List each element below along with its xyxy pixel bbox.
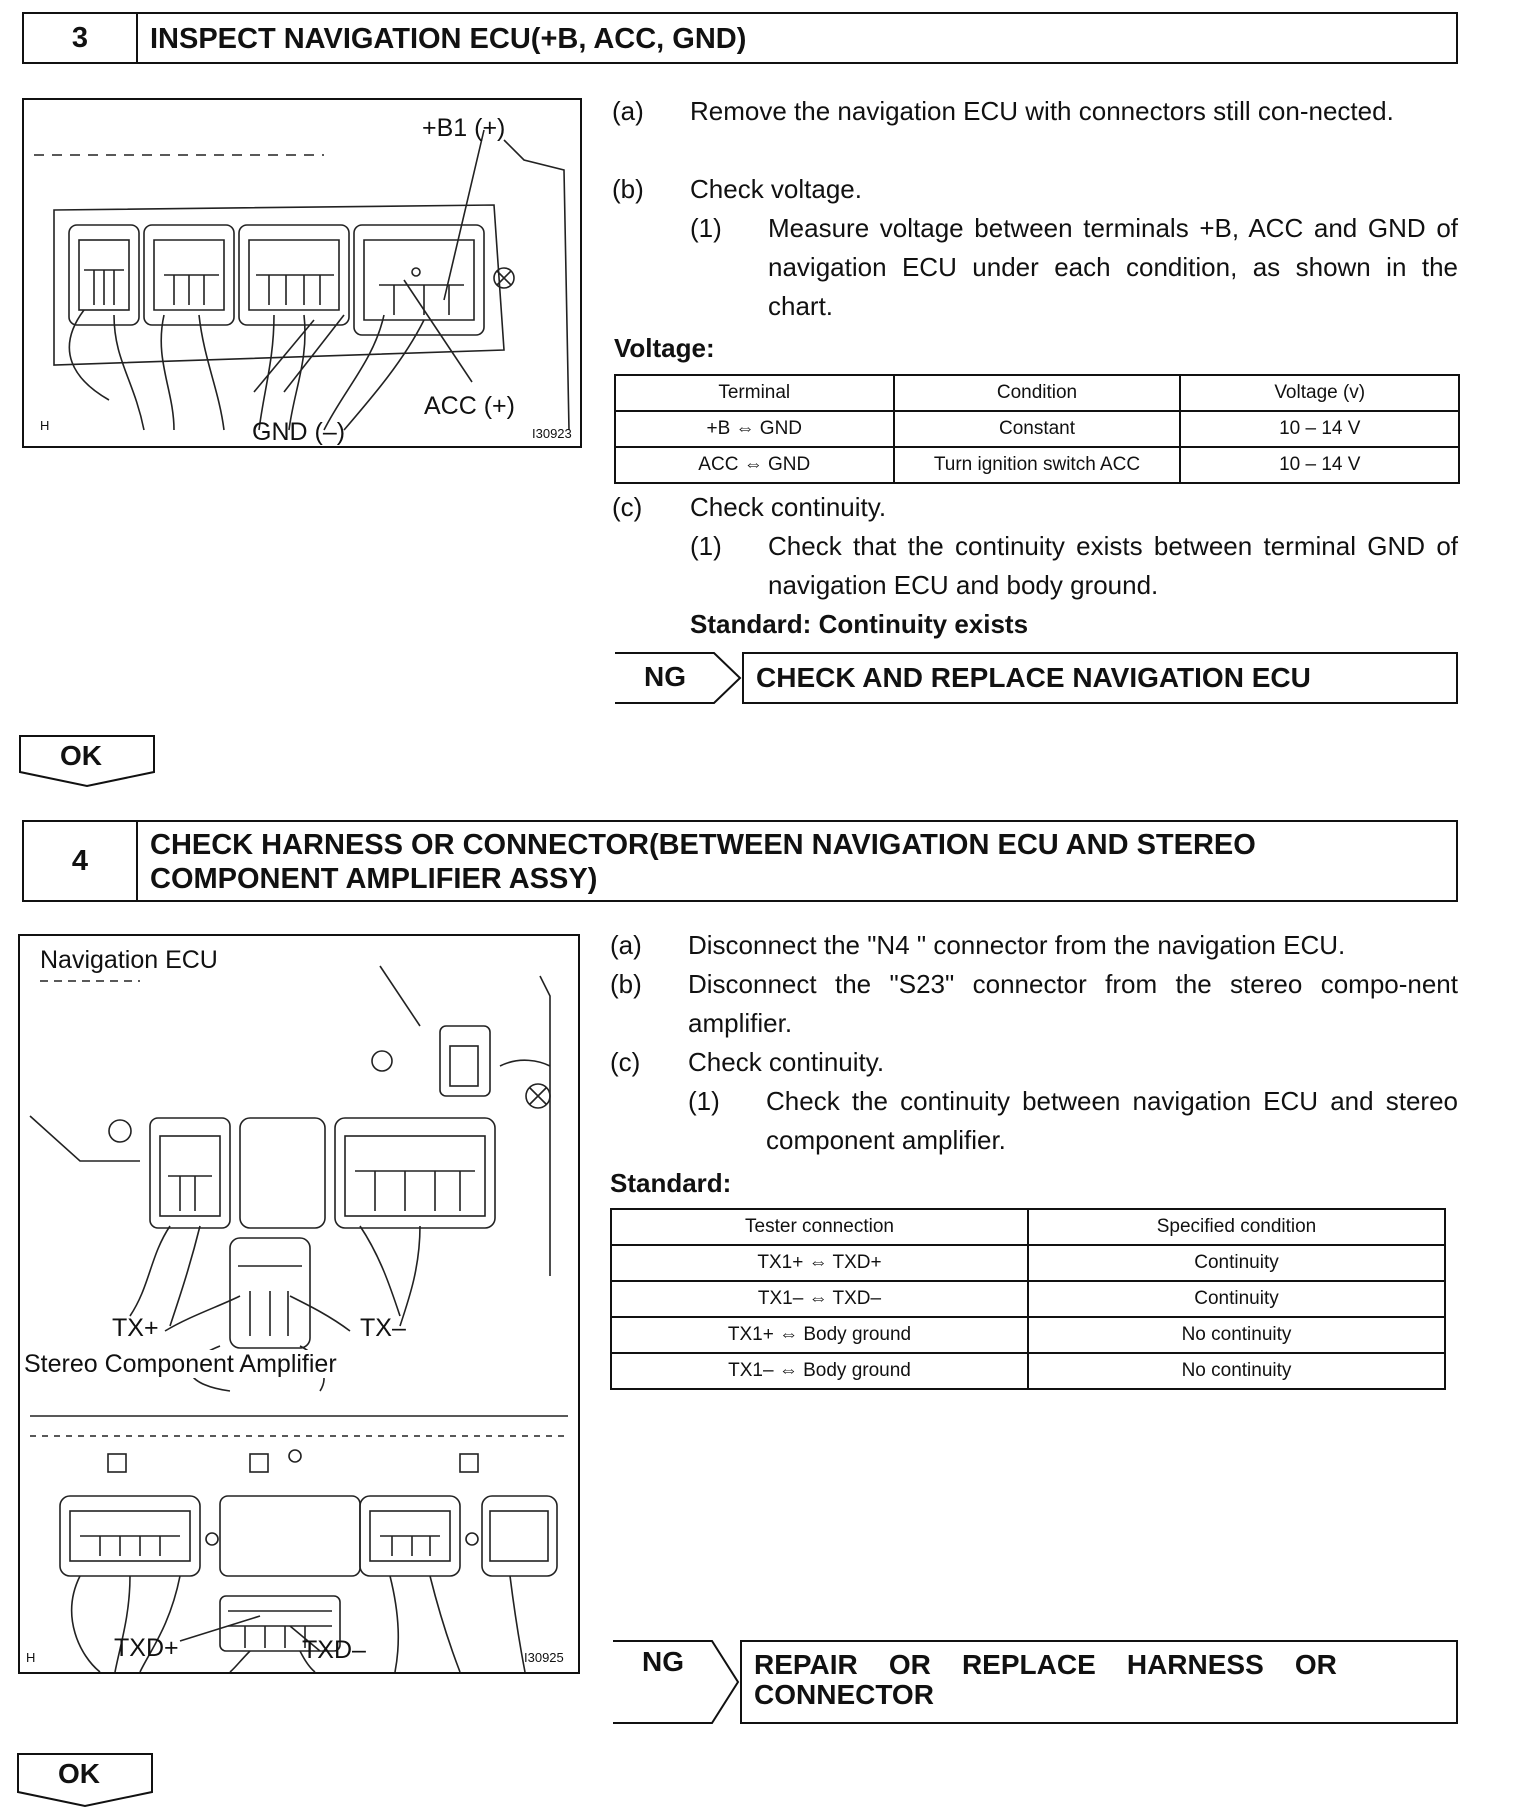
table-cell: No continuity (1028, 1353, 1445, 1389)
table-header: Terminal (615, 375, 894, 411)
step3-number: 3 (24, 14, 138, 62)
step3-header (22, 12, 1458, 64)
step4-item-b (610, 965, 1458, 1045)
table-header: Tester connection (611, 1209, 1028, 1245)
label-gnd-minus: GND (–) (252, 418, 346, 446)
item-letter: (b) (610, 969, 642, 999)
ok-label: OK (58, 1758, 100, 1789)
label-tx-minus: TX– (360, 1314, 406, 1342)
ng-result-line2: CONNECTOR (754, 1679, 934, 1710)
table-cell: Continuity (1028, 1281, 1445, 1317)
item-letter: (b) (612, 174, 644, 204)
item-letter: (a) (612, 96, 644, 126)
figure-corner-h: H (40, 418, 50, 433)
table-header: Condition (894, 375, 1181, 411)
step4-item-c (610, 1043, 1458, 1083)
label-stereo-component-amplifier: Stereo Component Amplifier (24, 1350, 337, 1378)
label-acc-plus: ACC (+) (424, 392, 515, 420)
table-header: Voltage (v) (1180, 375, 1459, 411)
table-header-row (615, 375, 1459, 411)
item-letter: (c) (612, 492, 643, 522)
table-cell: No continuity (1028, 1317, 1445, 1353)
step4-number: 4 (24, 822, 138, 900)
table-cell: 10 – 14 V (1180, 411, 1459, 447)
step3-ng-result: CHECK AND REPLACE NAVIGATION ECU (742, 652, 1458, 704)
label-navigation-ecu: Navigation ECU (40, 946, 218, 974)
step3-title: INSPECT NAVIGATION ECU(+B, ACC, GND) (150, 23, 747, 55)
table-cell: 10 – 14 V (1180, 447, 1459, 483)
ok-label: OK (60, 740, 102, 771)
item-text: Measure voltage between terminals +B, ACC and GND of navigation ECU under each condition, as shown in the chart. (768, 213, 1458, 321)
table-row (611, 1317, 1445, 1353)
item-number: (1) (690, 213, 722, 243)
table-cell: Constant (894, 411, 1181, 447)
step4-title: CHECK HARNESS OR CONNECTOR(BETWEEN NAVIGATION ECU AND STEREO COMPONENT AMPLIFIER ASSY) (150, 829, 1256, 895)
item-text: Disconnect the "N4 " connector from the navigation ECU. (688, 930, 1346, 960)
table-header: Specified condition (1028, 1209, 1445, 1245)
item-text: Check that the continuity exists between terminal GND of navigation ECU and body ground. (768, 531, 1458, 600)
standard-heading: Standard: (610, 1168, 732, 1198)
table-row (611, 1281, 1445, 1317)
step3-item-a (612, 92, 1458, 172)
harness-connector-diagram (20, 936, 578, 1672)
voltage-table (614, 374, 1460, 484)
step4-ng-indicator (612, 1640, 742, 1724)
step4-item-c1 (688, 1082, 1458, 1162)
table-cell: Turn ignition switch ACC (894, 447, 1181, 483)
table-header-row (611, 1209, 1445, 1245)
label-txd-plus: TXD+ (114, 1634, 179, 1662)
step3-item-c1 (690, 527, 1458, 607)
step4-item-a (610, 926, 1458, 966)
item-text: Check voltage. (690, 174, 862, 204)
item-letter: (c) (610, 1047, 641, 1077)
table-cell: TX1+ ⇔ Body ground (611, 1317, 1028, 1353)
table-cell: TX1+ ⇔ TXD+ (611, 1245, 1028, 1281)
label-b1-plus: +B1 (+) (422, 114, 506, 142)
step3-ng-indicator (614, 652, 744, 704)
step3-ok-indicator (18, 734, 156, 788)
continuity-table (610, 1208, 1446, 1390)
ng-label: NG (642, 1646, 684, 1677)
ng-result-line1: REPAIR OR REPLACE HARNESS OR (754, 1649, 1337, 1680)
table-cell: +B ⇔ GND (615, 411, 894, 447)
item-text: Check continuity. (688, 1047, 885, 1077)
item-number: (1) (688, 1086, 720, 1116)
label-txd-minus: TXD– (302, 1636, 366, 1664)
step3-figure (22, 98, 582, 448)
step4-figure (18, 934, 580, 1674)
table-cell: TX1– ⇔ Body ground (611, 1353, 1028, 1389)
step4-header (22, 820, 1458, 902)
step3-item-c (612, 488, 1458, 528)
table-row (611, 1245, 1445, 1281)
step3-standard: Standard: Continuity exists (690, 609, 1029, 639)
step4-ok-indicator (16, 1752, 154, 1808)
step4-ng-result (740, 1640, 1458, 1724)
table-cell: TX1– ⇔ TXD– (611, 1281, 1028, 1317)
item-text: Check the continuity between navigation ECU and stereo component amplifier. (766, 1086, 1458, 1155)
figure-id: I30923 (532, 426, 572, 441)
table-cell: ACC ⇔ GND (615, 447, 894, 483)
table-row (615, 411, 1459, 447)
table-row (615, 447, 1459, 483)
step3-item-b1 (690, 209, 1458, 329)
step3-item-b (612, 170, 1458, 210)
item-text: Disconnect the "S23" connector from the stereo compo-nent amplifier. (688, 969, 1458, 1038)
voltage-heading: Voltage: (614, 333, 715, 363)
ng-label: NG (644, 661, 686, 692)
label-tx-plus: TX+ (112, 1314, 159, 1342)
item-text: Check continuity. (690, 492, 887, 522)
table-row (611, 1353, 1445, 1389)
item-number: (1) (690, 531, 722, 561)
figure-corner-h: H (26, 1650, 36, 1665)
table-cell: Continuity (1028, 1245, 1445, 1281)
item-text: Remove the navigation ECU with connectors still con-nected. (690, 96, 1394, 126)
figure-id: I30925 (524, 1650, 564, 1665)
item-letter: (a) (610, 930, 642, 960)
